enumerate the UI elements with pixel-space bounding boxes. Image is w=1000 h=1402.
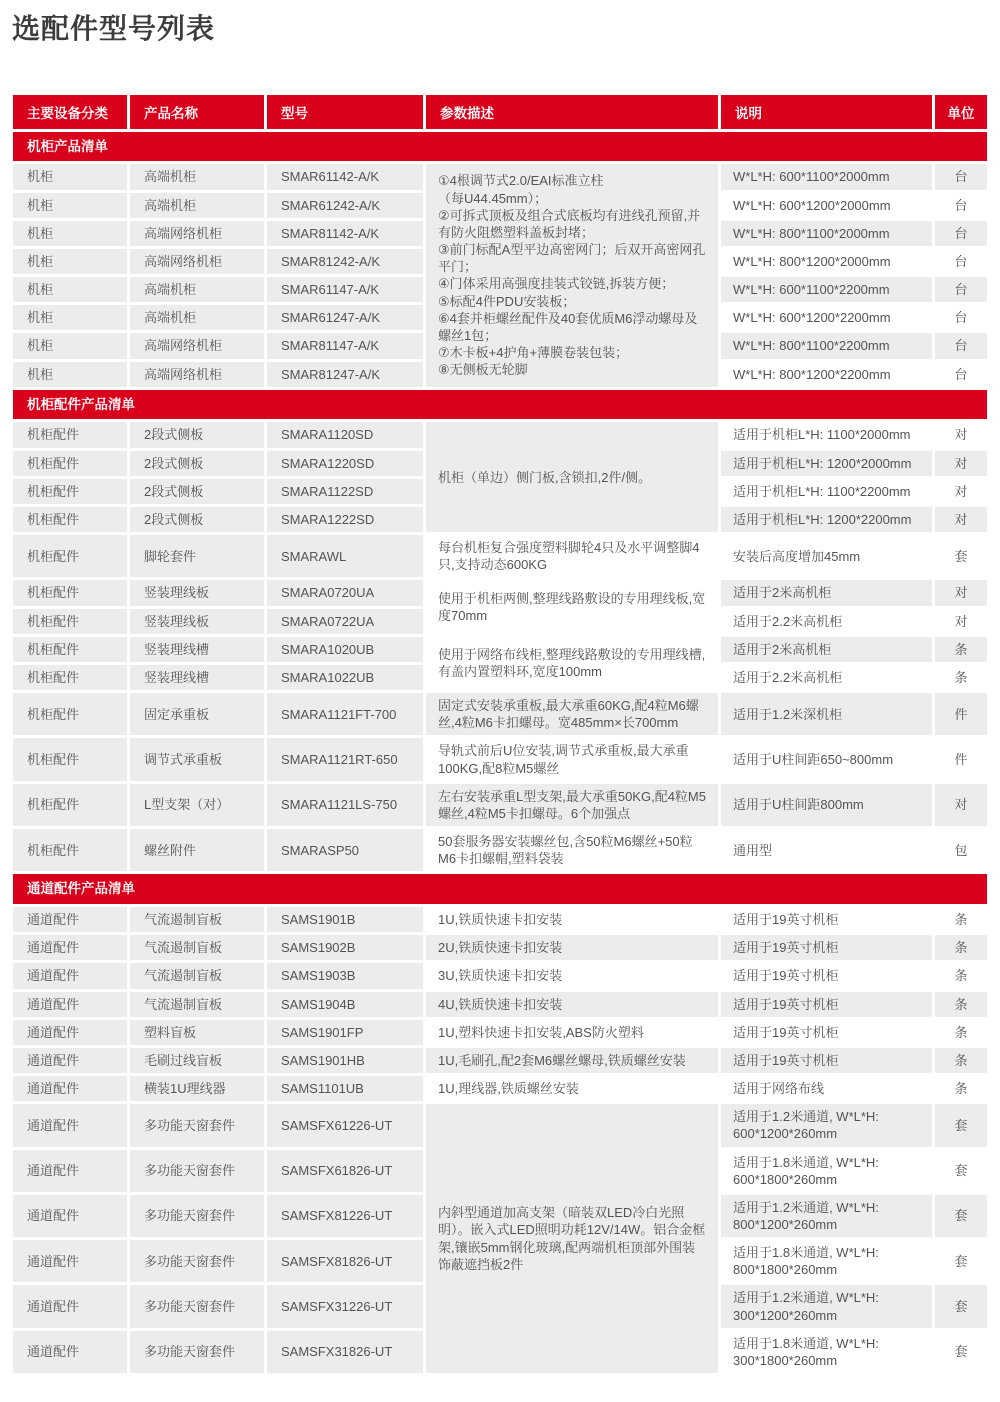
category-cell: 机柜 [13, 221, 127, 246]
product-name-cell: 高端网络机柜 [130, 333, 264, 358]
note-cell: 适用于19英寸机柜 [721, 963, 932, 988]
param-desc-cell: 左右安装承重L型支架,最大承重50KG,配4粒M5螺丝,4粒M5卡扣螺母。6个加强点 [426, 784, 718, 826]
model-cell: SMARAWL [267, 535, 423, 577]
model-cell: SMARA1121LS-750 [267, 784, 423, 826]
unit-cell: 台 [935, 277, 987, 302]
param-desc-cell: 1U,毛刷孔,配2套M6螺丝螺母,铁质螺丝安装 [426, 1048, 718, 1073]
model-cell: SAMS1903B [267, 963, 423, 988]
model-cell: SAMSFX61826-UT [267, 1150, 423, 1192]
unit-cell: 条 [935, 665, 987, 690]
model-cell: SAMSFX61226-UT [267, 1104, 423, 1146]
model-cell: SMARA1121FT-700 [267, 693, 423, 735]
product-name-cell: L型支架（对） [130, 784, 264, 826]
product-name-cell: 2段式侧板 [130, 479, 264, 504]
param-desc-cell: 导轨式前后U位安装,调节式承重板,最大承重100KG,配8粒M5螺丝 [426, 738, 718, 780]
column-header-desc: 参数描述 [426, 95, 718, 129]
note-cell: 适用于19英寸机柜 [721, 992, 932, 1017]
product-name-cell: 竖装理线槽 [130, 637, 264, 662]
product-name-cell: 2段式侧板 [130, 507, 264, 532]
table-row [13, 637, 987, 662]
table-row [13, 693, 987, 735]
section-header-row [13, 390, 987, 420]
unit-cell: 台 [935, 221, 987, 246]
table-row [13, 963, 987, 988]
table-row [13, 907, 987, 932]
model-cell: SAMS1901FP [267, 1020, 423, 1045]
table-row [13, 1020, 987, 1045]
unit-cell: 套 [935, 1195, 987, 1237]
product-name-cell: 多功能天窗套件 [130, 1240, 264, 1282]
table-row [13, 784, 987, 826]
product-name-cell: 2段式侧板 [130, 451, 264, 476]
category-cell: 通道配件 [13, 1285, 127, 1327]
column-header-unit: 单位 [935, 95, 987, 129]
table-row [13, 935, 987, 960]
unit-cell: 件 [935, 738, 987, 780]
product-name-cell: 多功能天窗套件 [130, 1150, 264, 1192]
unit-cell: 台 [935, 305, 987, 330]
note-cell: 适用于2.2米高机柜 [721, 665, 932, 690]
unit-cell: 条 [935, 992, 987, 1017]
note-cell: W*L*H: 600*1100*2200mm [721, 277, 932, 302]
note-cell: W*L*H: 800*1200*2200mm [721, 362, 932, 387]
category-cell: 机柜 [13, 333, 127, 358]
product-name-cell: 高端机柜 [130, 277, 264, 302]
note-cell: W*L*H: 800*1200*2000mm [721, 249, 932, 274]
category-cell: 通道配件 [13, 1020, 127, 1045]
category-cell: 机柜 [13, 193, 127, 218]
note-cell: 适用于19英寸机柜 [721, 935, 932, 960]
note-cell: W*L*H: 600*1100*2000mm [721, 164, 932, 189]
category-cell: 机柜配件 [13, 479, 127, 504]
model-cell: SAMSFX31226-UT [267, 1285, 423, 1327]
product-name-cell: 气流遏制盲板 [130, 963, 264, 988]
model-cell: SMAR61242-A/K [267, 193, 423, 218]
note-cell: 安装后高度增加45mm [721, 535, 932, 577]
section-header: 通道配件产品清单 [13, 874, 987, 904]
product-name-cell: 竖装理线槽 [130, 665, 264, 690]
param-desc-cell: ①4根调节式2.0/EAI标准立柱 （每U44.45mm）； ②可拆式顶板及组合式底板均有进线孔预留,并有防火阻燃塑料盖板封堵； ③前门标配A型平边高密网门；后双开高密网孔平门； ④门体采用高强度挂装式铰链,拆装方便； ⑤标配4件PDU安装板； ⑥4套并柜螺丝配件及40套优质M6浮动螺母及螺丝1包； ⑦木卡板+4护角+薄膜卷装包装； ⑧无侧板无轮脚 [426, 164, 718, 386]
unit-cell: 条 [935, 907, 987, 932]
param-desc-cell: 固定式安装承重板,最大承重60KG,配4粒M6螺丝,4粒M6卡扣螺母。宽485mm×长700mm [426, 693, 718, 735]
note-cell: 适用于19英寸机柜 [721, 1020, 932, 1045]
param-desc-cell: 机柜（单边）侧门板,含锁扣,2件/侧。 [426, 422, 718, 532]
note-cell: 适用于1.8米通道, W*L*H: 300*1800*260mm [721, 1331, 932, 1373]
unit-cell: 台 [935, 249, 987, 274]
column-header-note: 说明 [721, 95, 932, 129]
table-row [13, 1048, 987, 1073]
unit-cell: 条 [935, 1048, 987, 1073]
note-cell: 适用于机柜L*H: 1100*2000mm [721, 422, 932, 447]
model-cell: SAMS1902B [267, 935, 423, 960]
model-cell: SMAR61147-A/K [267, 277, 423, 302]
note-cell: 适用于U柱间距650~800mm [721, 738, 932, 780]
category-cell: 通道配件 [13, 1331, 127, 1373]
spec-table [10, 92, 990, 1376]
model-cell: SAMSFX31826-UT [267, 1331, 423, 1373]
product-name-cell: 塑料盲板 [130, 1020, 264, 1045]
unit-cell: 条 [935, 1020, 987, 1045]
product-name-cell: 高端机柜 [130, 305, 264, 330]
note-cell: W*L*H: 800*1100*2000mm [721, 221, 932, 246]
product-name-cell: 多功能天窗套件 [130, 1104, 264, 1146]
model-cell: SMARA1121RT-650 [267, 738, 423, 780]
table-row [13, 1104, 987, 1146]
column-header-row [13, 95, 987, 129]
column-header-name: 产品名称 [130, 95, 264, 129]
note-cell: 适用于机柜L*H: 1100*2200mm [721, 479, 932, 504]
unit-cell: 条 [935, 1076, 987, 1101]
category-cell: 机柜 [13, 249, 127, 274]
param-desc-cell: 1U,理线器,铁质螺丝安装 [426, 1076, 718, 1101]
category-cell: 机柜配件 [13, 451, 127, 476]
model-cell: SMARA1022UB [267, 665, 423, 690]
unit-cell: 套 [935, 535, 987, 577]
product-name-cell: 多功能天窗套件 [130, 1331, 264, 1373]
section-header-row [13, 874, 987, 904]
product-name-cell: 螺丝附件 [130, 829, 264, 871]
column-header-category: 主要设备分类 [13, 95, 127, 129]
model-cell: SMARA1222SD [267, 507, 423, 532]
product-name-cell: 固定承重板 [130, 693, 264, 735]
category-cell: 机柜配件 [13, 693, 127, 735]
param-desc-cell: 2U,铁质快速卡扣安装 [426, 935, 718, 960]
unit-cell: 台 [935, 362, 987, 387]
note-cell: 适用于1.8米通道, W*L*H: 800*1800*260mm [721, 1240, 932, 1282]
category-cell: 通道配件 [13, 1048, 127, 1073]
unit-cell: 包 [935, 829, 987, 871]
unit-cell: 台 [935, 164, 987, 189]
product-name-cell: 脚轮套件 [130, 535, 264, 577]
product-name-cell: 2段式侧板 [130, 422, 264, 447]
note-cell: 适用于19英寸机柜 [721, 1048, 932, 1073]
category-cell: 机柜配件 [13, 738, 127, 780]
unit-cell: 条 [935, 935, 987, 960]
note-cell: 适用于1.2米通道, W*L*H: 300*1200*260mm [721, 1285, 932, 1327]
category-cell: 通道配件 [13, 1150, 127, 1192]
section-header-row [13, 132, 987, 162]
param-desc-cell: 使用于机柜两侧,整理线路敷设的专用理线板,宽度70mm [426, 580, 718, 633]
unit-cell: 对 [935, 422, 987, 447]
category-cell: 机柜 [13, 277, 127, 302]
table-row [13, 422, 987, 447]
model-cell: SMARA1220SD [267, 451, 423, 476]
product-name-cell: 高端网络机柜 [130, 221, 264, 246]
product-name-cell: 气流遏制盲板 [130, 935, 264, 960]
unit-cell: 件 [935, 693, 987, 735]
note-cell: 适用于2米高机柜 [721, 580, 932, 605]
table-row [13, 580, 987, 605]
category-cell: 机柜配件 [13, 580, 127, 605]
category-cell: 机柜配件 [13, 609, 127, 634]
model-cell: SMARA1120SD [267, 422, 423, 447]
product-name-cell: 竖装理线板 [130, 609, 264, 634]
product-name-cell: 高端机柜 [130, 164, 264, 189]
model-cell: SAMS1901HB [267, 1048, 423, 1073]
unit-cell: 台 [935, 333, 987, 358]
note-cell: 适用于机柜L*H: 1200*2200mm [721, 507, 932, 532]
product-name-cell: 竖装理线板 [130, 580, 264, 605]
table-row [13, 992, 987, 1017]
param-desc-cell: 使用于网络布线柜,整理线路敷设的专用理线槽,有盖内置塑料环,宽度100mm [426, 637, 718, 690]
model-cell: SMAR61142-A/K [267, 164, 423, 189]
category-cell: 通道配件 [13, 1195, 127, 1237]
note-cell: 适用于1.2米通道, W*L*H: 600*1200*260mm [721, 1104, 932, 1146]
table-row [13, 1076, 987, 1101]
product-name-cell: 气流遏制盲板 [130, 992, 264, 1017]
model-cell: SMAR81242-A/K [267, 249, 423, 274]
category-cell: 机柜配件 [13, 507, 127, 532]
note-cell: 适用于机柜L*H: 1200*2000mm [721, 451, 932, 476]
unit-cell: 对 [935, 451, 987, 476]
category-cell: 机柜配件 [13, 422, 127, 447]
unit-cell: 对 [935, 479, 987, 504]
model-cell: SMARA1020UB [267, 637, 423, 662]
param-desc-cell: 50套服务器安装螺丝包,含50粒M6螺丝+50粒M6卡扣螺帽,塑料袋装 [426, 829, 718, 871]
note-cell: 适用于19英寸机柜 [721, 907, 932, 932]
product-name-cell: 毛刷过线盲板 [130, 1048, 264, 1073]
category-cell: 通道配件 [13, 1240, 127, 1282]
model-cell: SMAR81142-A/K [267, 221, 423, 246]
param-desc-cell: 每台机柜复合强度塑料脚轮4只及水平调整脚4只,支持动态600KG [426, 535, 718, 577]
product-name-cell: 多功能天窗套件 [130, 1195, 264, 1237]
unit-cell: 台 [935, 193, 987, 218]
note-cell: W*L*H: 600*1200*2200mm [721, 305, 932, 330]
category-cell: 机柜 [13, 305, 127, 330]
category-cell: 通道配件 [13, 1076, 127, 1101]
category-cell: 机柜配件 [13, 535, 127, 577]
unit-cell: 套 [935, 1150, 987, 1192]
column-header-model: 型号 [267, 95, 423, 129]
category-cell: 机柜 [13, 164, 127, 189]
product-name-cell: 多功能天窗套件 [130, 1285, 264, 1327]
category-cell: 通道配件 [13, 1104, 127, 1146]
unit-cell: 对 [935, 580, 987, 605]
model-cell: SMARA0720UA [267, 580, 423, 605]
table-row [13, 829, 987, 871]
note-cell: 适用于1.2米通道, W*L*H: 800*1200*260mm [721, 1195, 932, 1237]
model-cell: SMARASP50 [267, 829, 423, 871]
model-cell: SAMSFX81826-UT [267, 1240, 423, 1282]
param-desc-cell: 1U,塑料快速卡扣安装,ABS防火塑料 [426, 1020, 718, 1045]
unit-cell: 条 [935, 963, 987, 988]
model-cell: SAMSFX81226-UT [267, 1195, 423, 1237]
note-cell: 适用于U柱间距800mm [721, 784, 932, 826]
table-row [13, 164, 987, 189]
product-name-cell: 高端机柜 [130, 193, 264, 218]
category-cell: 机柜配件 [13, 784, 127, 826]
category-cell: 通道配件 [13, 907, 127, 932]
table-row [13, 738, 987, 780]
unit-cell: 对 [935, 609, 987, 634]
unit-cell: 套 [935, 1104, 987, 1146]
model-cell: SAMS1904B [267, 992, 423, 1017]
table-row [13, 535, 987, 577]
category-cell: 通道配件 [13, 963, 127, 988]
section-header: 机柜配件产品清单 [13, 390, 987, 420]
model-cell: SMAR81247-A/K [267, 362, 423, 387]
param-desc-cell: 3U,铁质快速卡扣安装 [426, 963, 718, 988]
category-cell: 机柜 [13, 362, 127, 387]
product-name-cell: 调节式承重板 [130, 738, 264, 780]
note-cell: 通用型 [721, 829, 932, 871]
product-name-cell: 高端网络机柜 [130, 362, 264, 387]
model-cell: SMARA1122SD [267, 479, 423, 504]
note-cell: 适用于网络布线 [721, 1076, 932, 1101]
note-cell: W*L*H: 800*1100*2200mm [721, 333, 932, 358]
model-cell: SMARA0722UA [267, 609, 423, 634]
unit-cell: 条 [935, 637, 987, 662]
category-cell: 机柜配件 [13, 637, 127, 662]
product-name-cell: 气流遏制盲板 [130, 907, 264, 932]
category-cell: 通道配件 [13, 935, 127, 960]
note-cell: 适用于2米高机柜 [721, 637, 932, 662]
model-cell: SMAR61247-A/K [267, 305, 423, 330]
note-cell: W*L*H: 600*1200*2000mm [721, 193, 932, 218]
param-desc-cell: 4U,铁质快速卡扣安装 [426, 992, 718, 1017]
note-cell: 适用于1.2米深机柜 [721, 693, 932, 735]
unit-cell: 套 [935, 1285, 987, 1327]
category-cell: 机柜配件 [13, 829, 127, 871]
product-name-cell: 高端网络机柜 [130, 249, 264, 274]
category-cell: 通道配件 [13, 992, 127, 1017]
page-title: 选配件型号列表 [12, 13, 216, 44]
param-desc-cell: 1U,铁质快速卡扣安装 [426, 907, 718, 932]
category-cell: 机柜配件 [13, 665, 127, 690]
unit-cell: 套 [935, 1240, 987, 1282]
model-cell: SMAR81147-A/K [267, 333, 423, 358]
model-cell: SAMS1101UB [267, 1076, 423, 1101]
param-desc-cell: 内斜型通道加高支架（暗装双LED冷白光照明）。嵌入式LED照明功耗12V/14W。铝合金框架,镶嵌5mm钢化玻璃,配两端机柜顶部外围装饰蔽遮挡板2件 [426, 1104, 718, 1373]
unit-cell: 对 [935, 784, 987, 826]
note-cell: 适用于1.8米通道, W*L*H: 600*1800*260mm [721, 1150, 932, 1192]
unit-cell: 对 [935, 507, 987, 532]
product-name-cell: 横装1U理线器 [130, 1076, 264, 1101]
section-header: 机柜产品清单 [13, 132, 987, 162]
model-cell: SAMS1901B [267, 907, 423, 932]
unit-cell: 套 [935, 1331, 987, 1373]
note-cell: 适用于2.2米高机柜 [721, 609, 932, 634]
